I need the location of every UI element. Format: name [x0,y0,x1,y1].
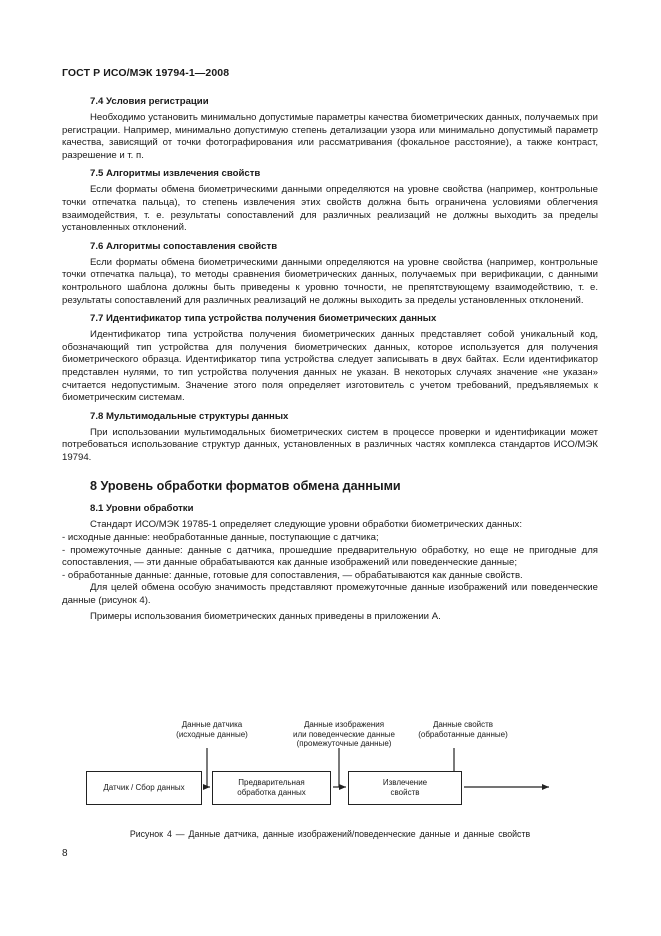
figure-4-diagram [86,712,576,820]
section-text: Если форматы обмена биометрическими данными определяются на уровне свойства (например, контрольные точки отпечатка пальца), то методы сравнения биометрических данных, получаемых при верификации, с данными контрольного шаблона должны быть приведены к уровню точности, не препятствующему взаимодействию, т. е. результаты сопоставлений для различных реализаций не должны выходить за пределы установленных отклонений. [62,256,598,306]
label-feature-data: Данные свойств (обработанные данные) [418,720,508,739]
label-sensor-data: Данные датчика (исходные данные) [176,720,248,739]
section-7-7 [62,313,598,405]
section-7-6 [62,241,598,307]
section-title: 7.7 Идентификатор типа устройства получения биометрических данных [90,313,437,325]
document-header: ГОСТ Р ИСО/МЭК 19794-1—2008 [62,67,230,79]
section-title: 7.6 Алгоритмы сопоставления свойств [90,240,278,252]
section-text: Необходимо установить минимально допустимые параметры качества биометрических данных, получаемых при регистрации. Например, минимально допустимую степень детализации узора или минимально допустимый параметр качества, зависящий от точки фотографирования или рассматривания (фокальное расстояние), а также контраст, разрешение и т. п. [62,112,598,161]
figure-caption: Рисунок 4 — Данные датчика, данные изображений/поведенческие данные и данные свойств [129,829,531,839]
section-text: При использовании мультимодальных биометрических систем в процессе проверки и идентификации может потребоваться использование структур данных, установленных в различных частях комплекса стандартов ИСО/МЭК 19794. [62,426,598,463]
section-text: Идентификатор типа устройства получения биометрических данных представляет собой уникальный код, обозначающий тип устройства для получения биометрических данных, которое используется для получения биометрического образца. Идентификатор типа устройства следует записывать в двух байтах. Если идентификатор представлен нулями, то тип устройства получения данных не указан. В некоторых случаях значение «не указан» считается недопустимым. Значение этого поля определяет изготовитель с учетом требований, предъявляемых к биометрическим системам. [62,329,598,404]
box-sensor-capture: Датчик / Сбор данных [86,771,202,805]
box-feature-extraction: Извлечение свойств [348,771,462,805]
chapter-line: Для целей обмена особую значимость представляют промежуточные данные изображений или поведенческие данные (рисунок 4). [62,582,598,607]
main-content [62,90,598,623]
box-preprocessing: Предварительная обработка данных [212,771,331,805]
section-title: 7.8 Мультимодальные структуры данных [90,410,289,422]
chapter-title: 8 Уровень обработки форматов обмена данными [90,479,401,494]
chapter-line: - обработанные данные: данные, готовые для сопоставления, — обрабатываются как данные свойств. [62,569,523,581]
section-title: 7.4 Условия регистрации [90,96,209,107]
label-image-data: Данные изображения или поведенческие данные (промежуточные данные) [293,720,395,748]
section-7-4 [62,96,598,162]
page-number: 8 [62,848,68,859]
chapter-line: Примеры использования биометрических данных приведены в приложении А. [90,610,441,622]
chapter-line: - промежуточные данные: данные с датчика, прошедшие предварительную обработку, но еще не пригодные для сопоставления, — эти данные обрабатываются как данные изображений или поведенческие данные; [62,544,598,569]
section-7-8 [62,411,598,465]
section-text: Если форматы обмена биометрическими данными определяются на уровне свойства (например, контрольные точки отпечатка пальца), то степень извлечения этих свойств должна быть ограничена условиями облегчения взаимодействия, т. е. результаты сопоставлений для различных реализаций не должны выходить за пределы установленных отклонений. [62,184,598,234]
section-7-5 [62,168,598,234]
section-title: 7.5 Алгоритмы извлечения свойств [90,168,261,180]
subsection-title: 8.1 Уровни обработки [90,503,194,515]
chapter-line: Стандарт ИСО/МЭК 19785-1 определяет следующие уровни обработки биометрических данных: [90,519,523,531]
chapter-8 [62,478,598,623]
chapter-line: - исходные данные: необработанные данные, поступающие с датчика; [62,532,379,544]
